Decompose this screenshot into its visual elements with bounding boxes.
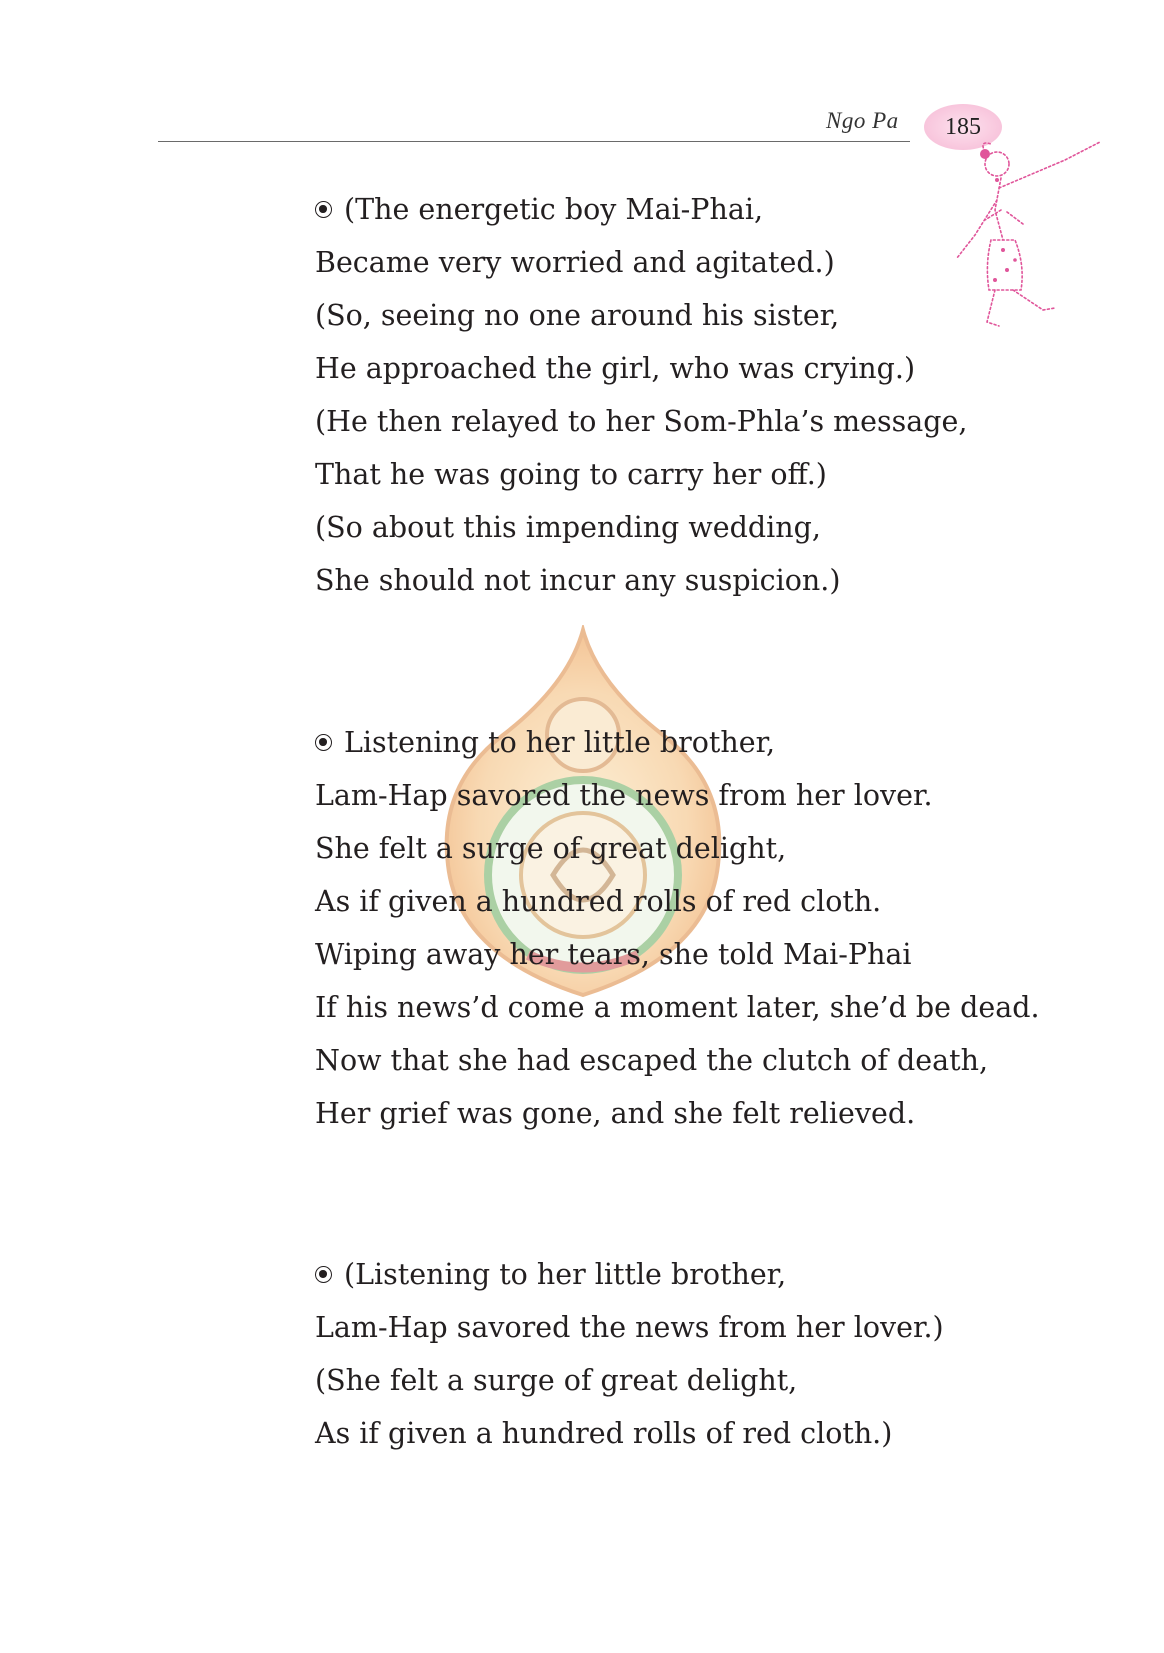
verse-line: As if given a hundred rolls of red cloth.) (315, 1417, 893, 1450)
verse-line: If his news’d come a moment later, she’d be dead. (315, 991, 1040, 1024)
stanza-3 (315, 1248, 1035, 1460)
verse-line: Listening to her little brother, (315, 716, 1035, 769)
stanza-1 (315, 183, 1035, 607)
verse-line: Now that she had escaped the clutch of death, (315, 1044, 989, 1077)
verse-line: (So, seeing no one around his sister, (315, 299, 840, 332)
bullet-icon (315, 1266, 332, 1283)
stanza-2 (315, 716, 1040, 1140)
verse-line: That he was going to carry her off.) (315, 458, 827, 491)
verse-line: As if given a hundred rolls of red cloth. (315, 885, 882, 918)
header-rule (158, 141, 910, 142)
verse-line: Wiping away her tears, she told Mai-Phai (315, 938, 912, 971)
verse-line: She felt a surge of great delight, (315, 832, 787, 865)
bullet-icon (315, 734, 332, 751)
verse-line: She should not incur any suspicion.) (315, 564, 841, 597)
verse-line: (She felt a surge of great delight, (315, 1364, 798, 1397)
page-number: 185 (945, 113, 981, 140)
verse-line: Her grief was gone, and she felt relieved. (315, 1097, 916, 1130)
running-title: Ngo Pa (826, 108, 899, 133)
verse-line: (Listening to her little brother, (315, 1248, 1035, 1301)
verse-line: Became very worried and agitated.) (315, 246, 835, 279)
verse-line: Lam-Hap savored the news from her lover. (315, 779, 933, 812)
bullet-icon (315, 201, 332, 218)
verse-line: (He then relayed to her Som-Phla’s message, (315, 405, 968, 438)
verse-line: (The energetic boy Mai-Phai, (315, 183, 1035, 236)
verse-line: Lam-Hap savored the news from her lover.) (315, 1311, 944, 1344)
verse-line: He approached the girl, who was crying.) (315, 352, 916, 385)
verse-line: (So about this impending wedding, (315, 511, 821, 544)
